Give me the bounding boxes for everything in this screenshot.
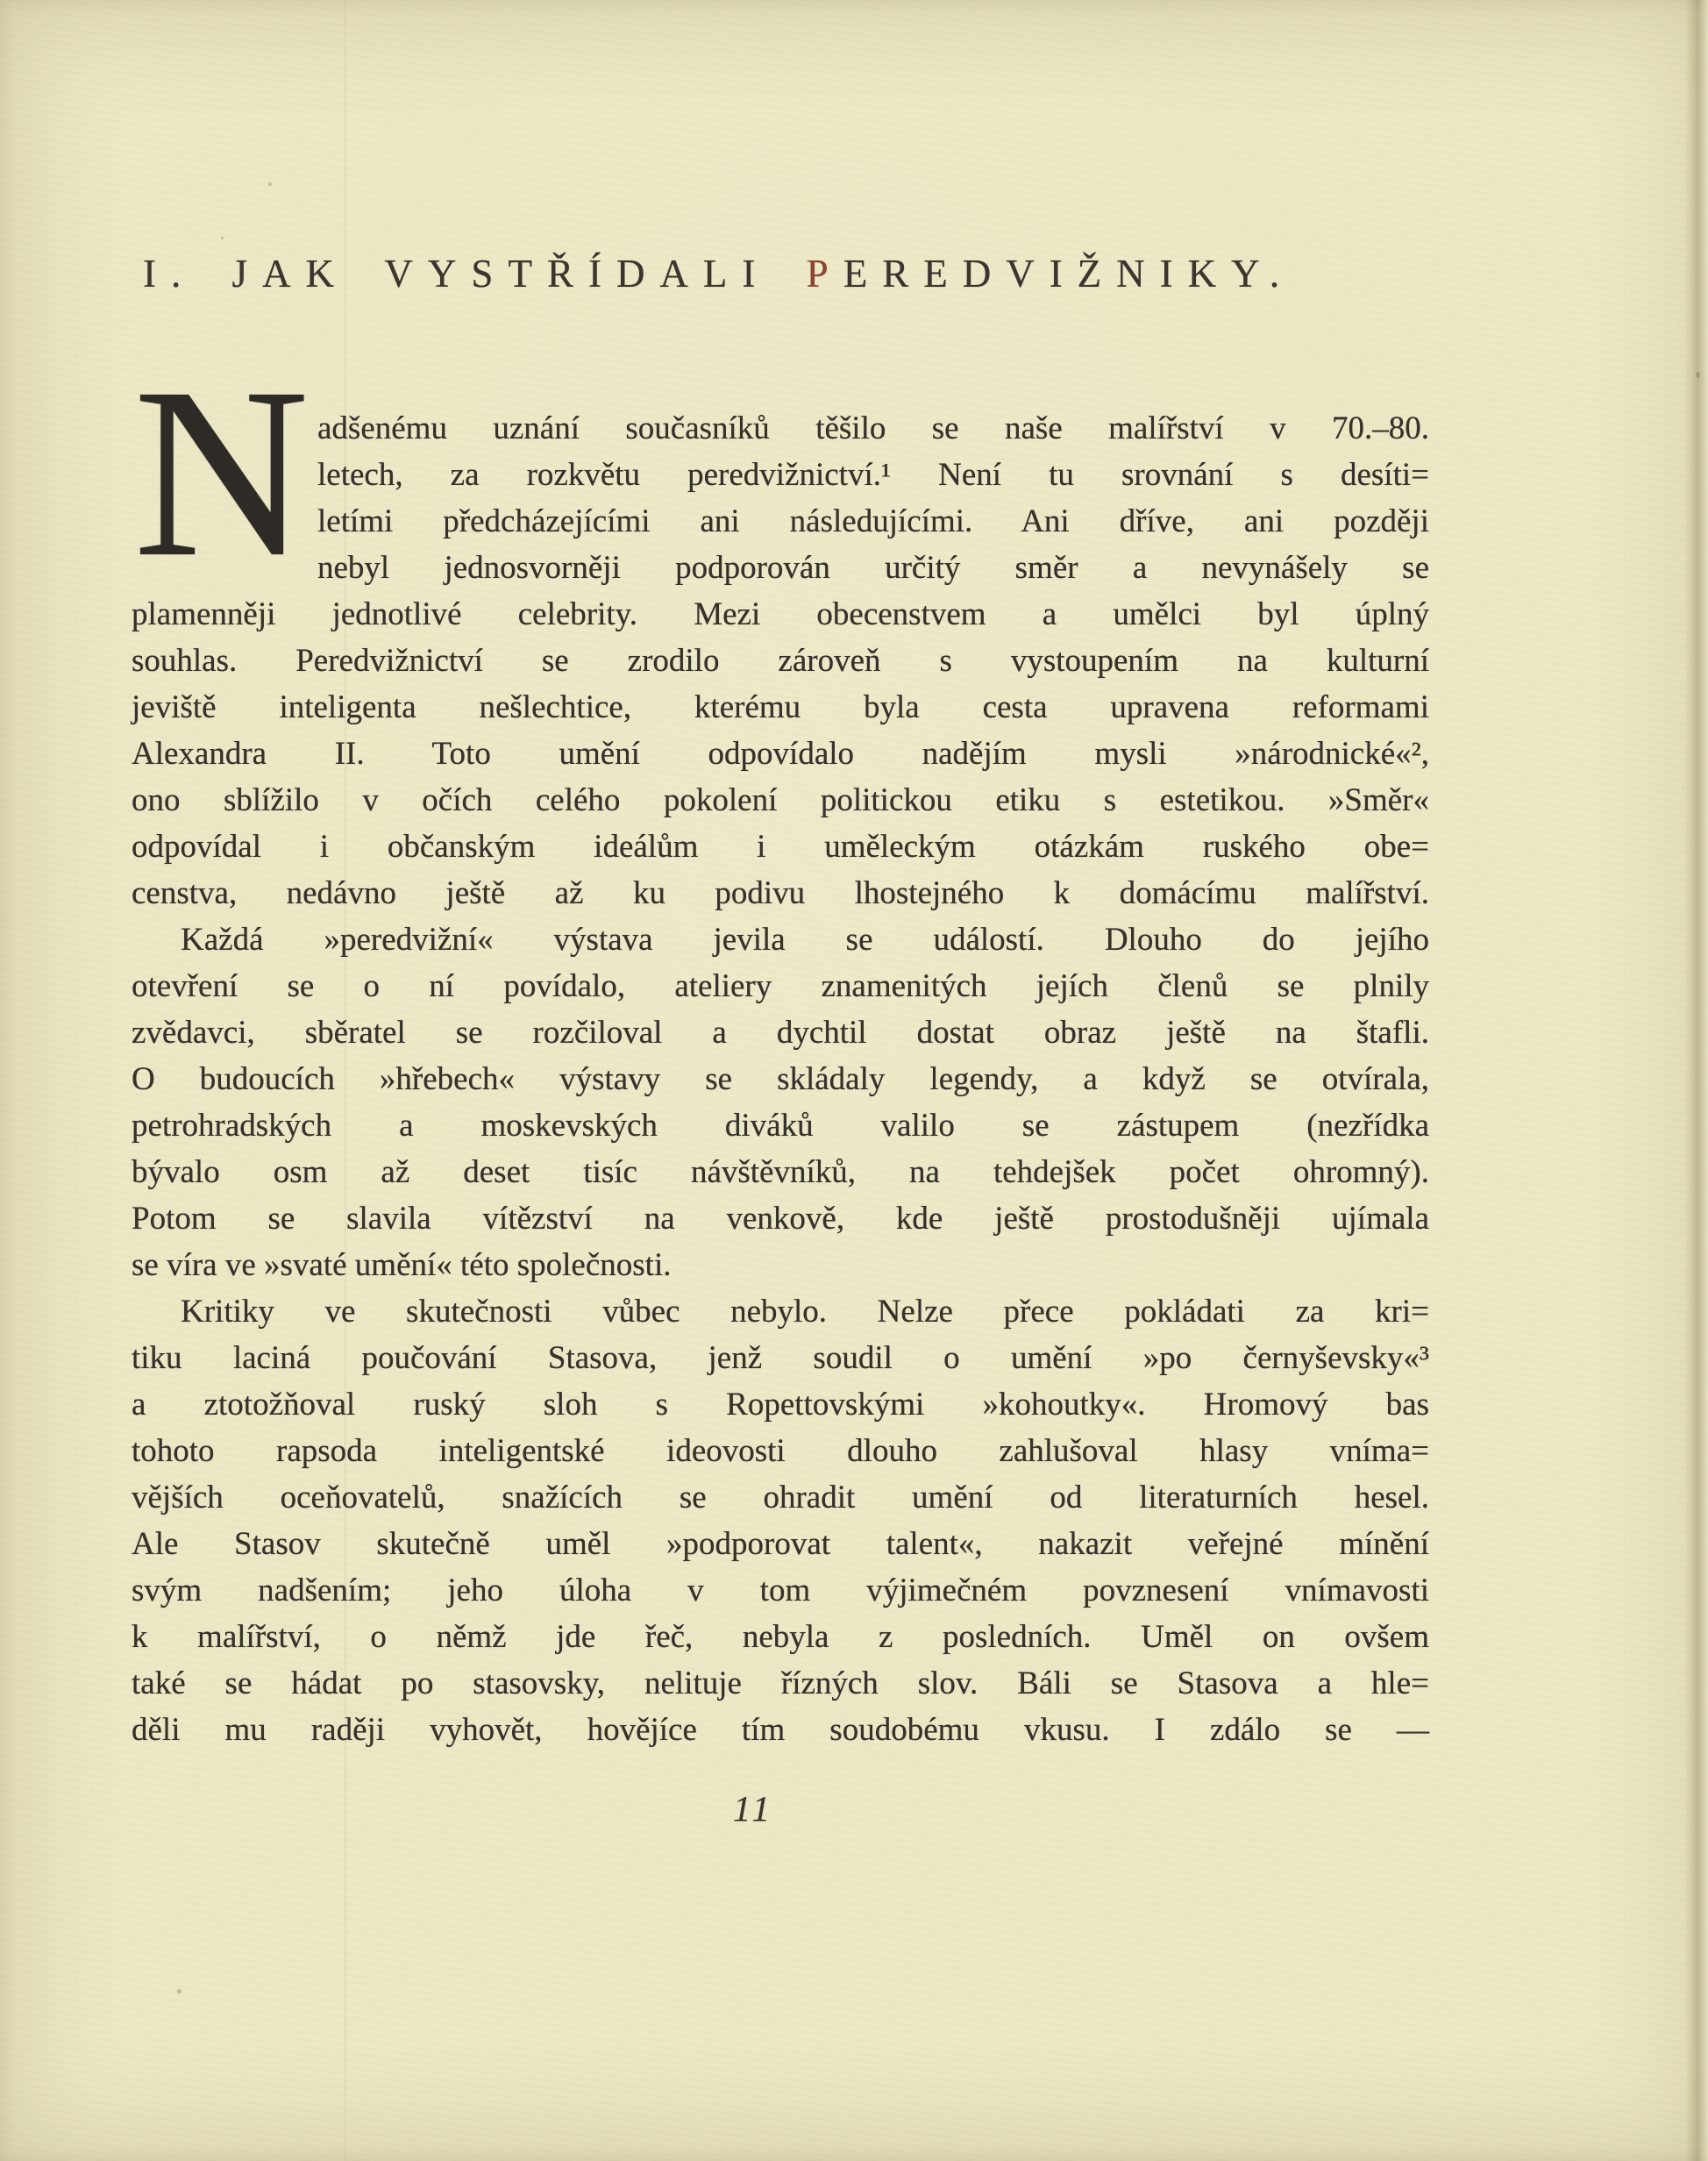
text-line: bývalo osm až deset tisíc návštěvníků, na tehdejšek počet ohromný). (132, 1154, 1429, 1190)
chapter-title (143, 251, 1563, 296)
text-line: k malířství, o němž jde řeč, nebyla z posledních. Uměl on ovšem (132, 1619, 1429, 1655)
text-line: zvědavci, sběratel se rozčiloval a dychtil dostat obraz ještě na štafli. (132, 1015, 1429, 1051)
text-line: censtva, nedávno ještě až ku podivu lhostejného k domácímu malířství. (132, 875, 1429, 911)
text-line: O budoucích »hřebech« výstavy se skládaly legendy, a když se otvírala, (132, 1061, 1429, 1097)
text-line: jeviště inteligenta nešlechtice, kterému byla cesta upravena reformami (132, 689, 1429, 725)
text-line: Kritiky ve skutečnosti vůbec nebylo. Nelze přece pokládati za kri= (181, 1294, 1429, 1330)
text-line: odpovídal i občanským ideálům i uměleckým otázkám ruského obe= (132, 829, 1429, 865)
text-line: děli mu raději vyhovět, hovějíce tím soudobému vkusu. I zdálo se — (132, 1712, 1429, 1748)
page-edge-shadow (1685, 0, 1708, 2161)
text-line: Každá »peredvižní« výstava jevila se událostí. Dlouho do jejího (181, 922, 1429, 958)
chapter-title-suffix: EREDVIŽNIKY. (843, 252, 1295, 296)
text-line: Ale Stasov skutečně uměl »podporovat talent«, nakazit veřejné mínění (132, 1526, 1429, 1562)
dropcap-letter: N (133, 338, 310, 608)
page-number: 11 (733, 1788, 773, 1829)
text-line: a ztotožňoval ruský sloh s Ropettovskými »kohoutky«. Hromový bas (132, 1387, 1429, 1423)
text-line: svým nadšením; jeho úloha v tom výjimečném povznesení vnímavosti (132, 1573, 1429, 1608)
text-line: adšenému uznání současníků těšilo se naše malířství v 70.–80. (317, 410, 1429, 446)
text-line: vějších oceňovatelů, snažících se ohradit umění od literaturních hesel. (132, 1480, 1429, 1516)
text-line: také se hádat po stasovsky, nelituje řízných slov. Báli se Stasova a hle= (132, 1665, 1429, 1701)
chapter-title-prefix: I. JAK VYSTŘÍDALI (143, 252, 807, 296)
text-line: otevření se o ní povídalo, ateliery znamenitých jejích členů se plnily (132, 968, 1429, 1004)
text-line: ono sblížilo v očích celého pokolení politickou etiku s estetikou. »Směr« (132, 782, 1429, 818)
text-line: plamenněji jednotlivé celebrity. Mezi obecenstvem a umělci byl úplný (132, 596, 1429, 632)
text-line: letími předcházejícími ani následujícími. Ani dříve, ani později (317, 503, 1429, 539)
text-line: letech, za rozkvětu peredvižnictví.¹ Není tu srovnání s desíti= (317, 457, 1429, 493)
text-line: Alexandra II. Toto umění odpovídalo nadějím mysli »národnické«², (132, 736, 1429, 772)
dropcap-initial (132, 338, 317, 608)
chapter-title-red-letter: P (806, 252, 843, 296)
text-line: petrohradských a moskevských diváků valilo se zástupem (nezřídka (132, 1108, 1429, 1144)
text-line: tiku laciná poučování Stasova, jenž soudil o umění »po černyševsky«³ (132, 1340, 1429, 1376)
paragraph-2 (132, 916, 1429, 1288)
text-line: Potom se slavila vítězství na venkově, kde ještě prostodušněji ujímala (132, 1201, 1429, 1237)
paper-speck (1696, 372, 1700, 378)
text-line: souhlas. Peredvižnictví se zrodilo zároveň s vystoupením na kulturní (132, 643, 1429, 679)
text-line: se víra ve »svaté umění« této společnosti. (132, 1247, 672, 1283)
paper-speck (268, 182, 272, 186)
text-block (132, 338, 1429, 1753)
paper-speck (221, 237, 224, 239)
paragraph-1 (132, 338, 1429, 916)
text-line: tohoto rapsoda inteligentské ideovosti dlouho zahlušoval hlasy vníma= (132, 1433, 1429, 1469)
text-line: nebyl jednosvorněji podporován určitý směr a nevynášely se (317, 550, 1429, 586)
paragraph-3 (132, 1288, 1429, 1753)
paper-speck (177, 1989, 181, 1993)
